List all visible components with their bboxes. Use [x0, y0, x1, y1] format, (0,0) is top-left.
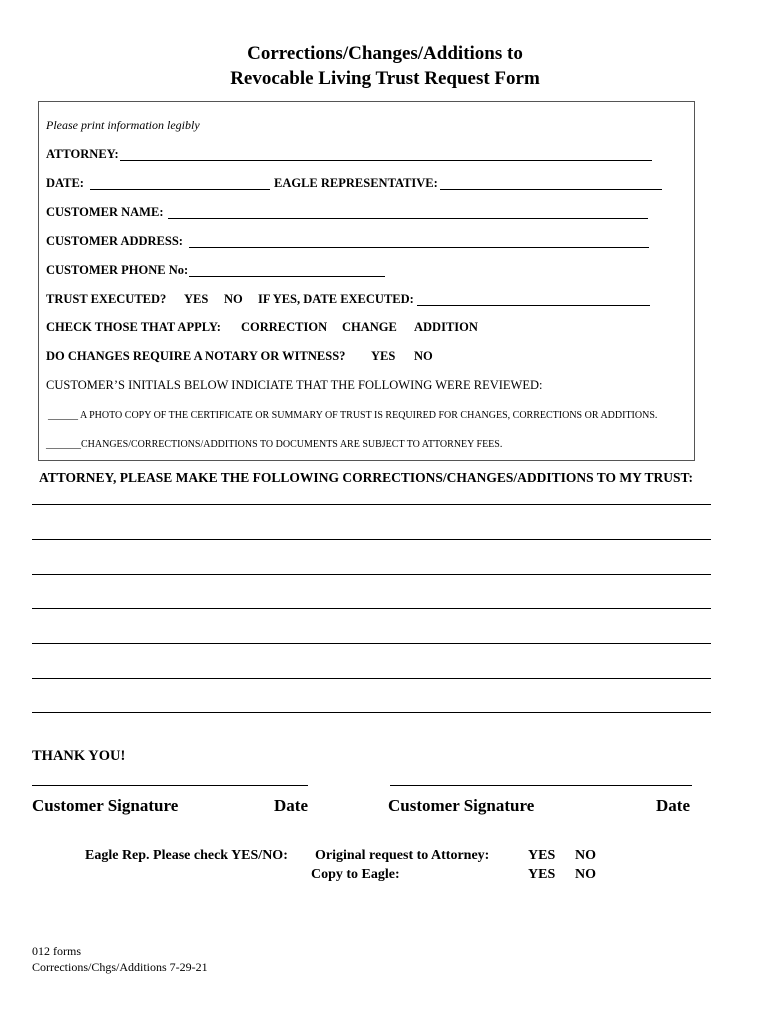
- customer-signature-line-2[interactable]: [390, 785, 692, 786]
- footer-line-2: Corrections/Chgs/Additions 7-29-21: [32, 960, 208, 974]
- original-request-yes[interactable]: YES: [528, 848, 556, 863]
- initial-item-2: [46, 439, 502, 450]
- thank-you-text: THANK YOU!: [32, 748, 126, 764]
- original-request-no[interactable]: NO: [575, 848, 596, 863]
- customer-signature-label-1: Customer Signature: [32, 796, 179, 815]
- form-title-line-2: Revocable Living Trust Request Form: [230, 68, 540, 89]
- original-request-label: Original request to Attorney:: [315, 848, 490, 863]
- notary-label: DO CHANGES REQUIRE A NOTARY OR WITNESS?: [46, 349, 346, 363]
- request-line-4[interactable]: [32, 608, 711, 609]
- eagle-rep-label: EAGLE REPRESENTATIVE:: [274, 176, 438, 190]
- customer-info-box: [38, 101, 695, 461]
- copy-to-eagle-no[interactable]: NO: [575, 867, 596, 882]
- attorney-field[interactable]: [120, 160, 652, 161]
- customer-signature-label-2: Customer Signature: [388, 796, 535, 815]
- initial-item-1: [48, 410, 657, 421]
- eagle-check-label: Eagle Rep. Please check YES/NO:: [85, 848, 288, 863]
- trust-executed-yes[interactable]: YES: [184, 292, 209, 306]
- customer-signature-line-1[interactable]: [32, 785, 308, 786]
- notary-yes[interactable]: YES: [371, 349, 396, 363]
- customer-address-label: CUSTOMER ADDRESS:: [46, 234, 183, 248]
- instruction-text: Please print information legibly: [46, 118, 200, 132]
- eagle-rep-field[interactable]: [440, 189, 662, 190]
- customer-name-label: CUSTOMER NAME:: [46, 205, 164, 219]
- footer-line-1: 012 forms: [32, 944, 81, 958]
- date-label-1: Date: [274, 796, 308, 815]
- copy-to-eagle-label: Copy to Eagle:: [311, 867, 400, 882]
- trust-executed-no[interactable]: NO: [224, 292, 243, 306]
- initial-2-text: CHANGES/CORRECTIONS/ADDITIONS TO DOCUMENTS ARE SUBJECT TO ATTORNEY FEES.: [81, 439, 503, 450]
- request-line-5[interactable]: [32, 643, 711, 644]
- initial-1-blank[interactable]: ______: [48, 410, 78, 421]
- date-executed-label: IF YES, DATE EXECUTED:: [258, 292, 414, 306]
- attorney-label: ATTORNEY:: [46, 147, 119, 161]
- request-line-1[interactable]: [32, 504, 711, 505]
- request-line-3[interactable]: [32, 574, 711, 575]
- date-label: DATE:: [46, 176, 84, 190]
- request-line-7[interactable]: [32, 712, 711, 713]
- check-option-addition[interactable]: ADDITION: [414, 320, 478, 334]
- customer-name-field[interactable]: [168, 218, 648, 219]
- check-option-change[interactable]: CHANGE: [342, 320, 397, 334]
- request-line-2[interactable]: [32, 539, 711, 540]
- trust-executed-label: TRUST EXECUTED?: [46, 292, 167, 306]
- initial-1-text: A PHOTO COPY OF THE CERTIFICATE OR SUMMARY OF TRUST IS REQUIRED FOR CHANGES, CORRECTIONS OR ADDITIONS.: [78, 410, 658, 421]
- date-label-2: Date: [656, 796, 690, 815]
- date-field[interactable]: [90, 189, 270, 190]
- check-apply-label: CHECK THOSE THAT APPLY:: [46, 320, 221, 334]
- initials-heading: CUSTOMER’S INITIALS BELOW INDICIATE THAT THE FOLLOWING WERE REVIEWED:: [46, 378, 543, 392]
- request-heading: ATTORNEY, PLEASE MAKE THE FOLLOWING CORRECTIONS/CHANGES/ADDITIONS TO MY TRUST:: [39, 470, 694, 485]
- notary-no[interactable]: NO: [414, 349, 433, 363]
- copy-to-eagle-yes[interactable]: YES: [528, 867, 556, 882]
- customer-address-field[interactable]: [189, 247, 649, 248]
- request-line-6[interactable]: [32, 678, 711, 679]
- initial-2-blank[interactable]: _______: [46, 439, 81, 450]
- check-option-correction[interactable]: CORRECTION: [241, 320, 328, 334]
- customer-phone-field[interactable]: [189, 276, 385, 277]
- date-executed-field[interactable]: [417, 305, 650, 306]
- form-title-line-1: Corrections/Changes/Additions to: [247, 43, 523, 64]
- customer-phone-label: CUSTOMER PHONE No:: [46, 263, 189, 277]
